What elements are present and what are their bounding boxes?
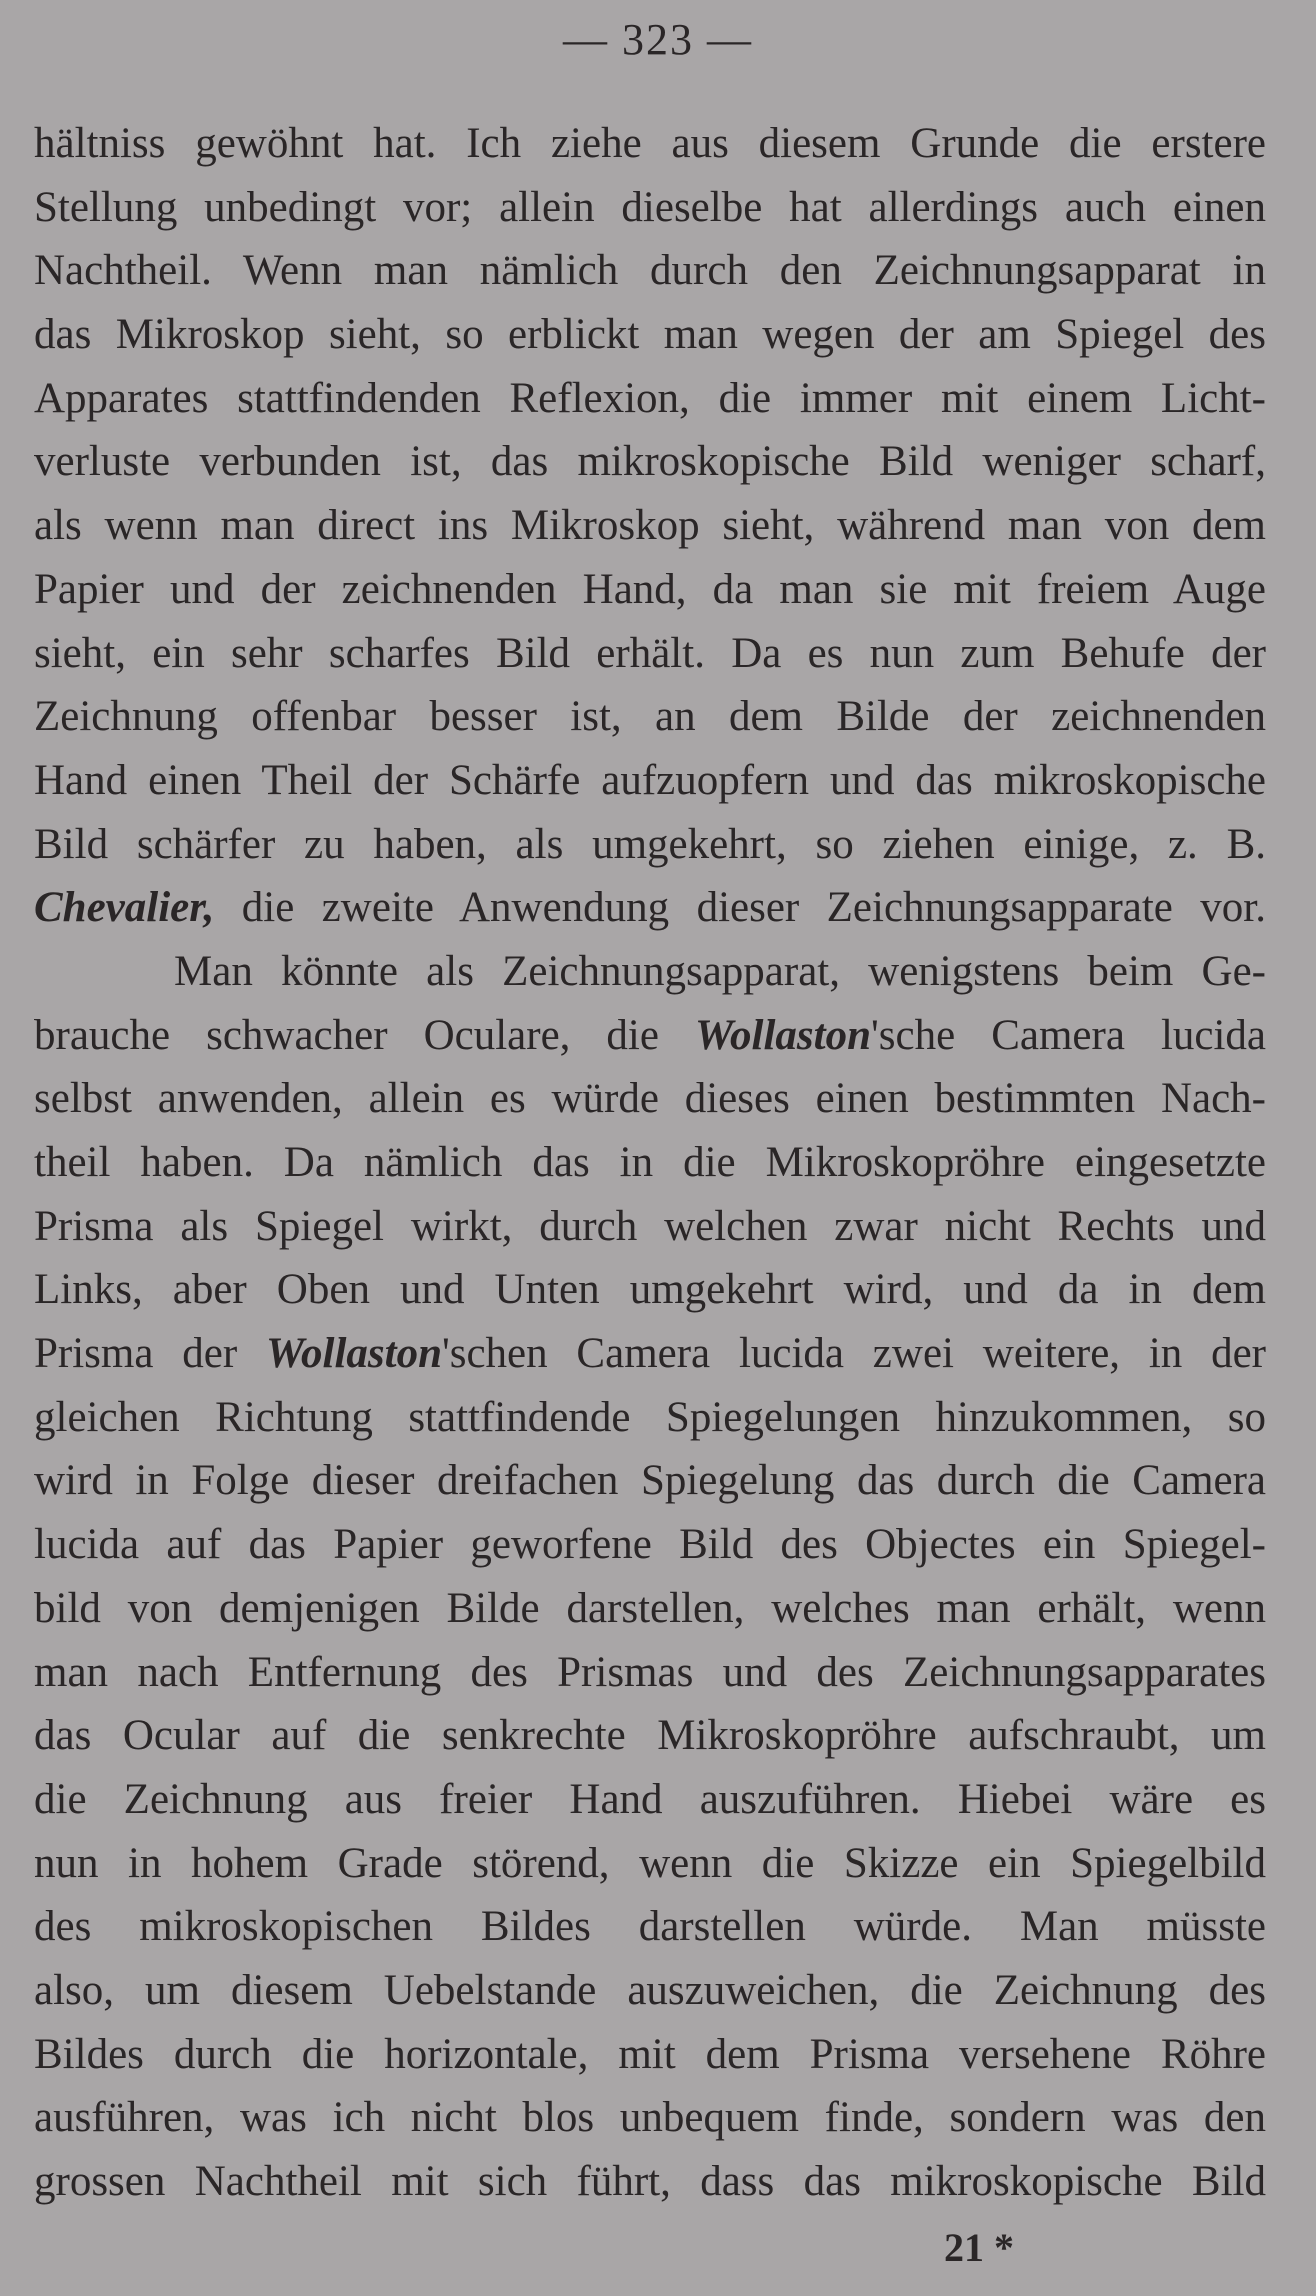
author-name-wollaston: Wollaston <box>695 1011 872 1059</box>
text-line: das Mikroskop sieht, so erblickt man wegen der am Spiegel des <box>34 311 1266 359</box>
text-line: hältniss gewöhnt hat. Ich ziehe aus diesem Grunde die erstere <box>34 120 1266 167</box>
text-line: Hand einen Theil der Schärfe aufzuopfern und das mikroskopische <box>34 756 1266 804</box>
text-line: lucida auf das Papier geworfene Bild des Objectes ein Spiegel- <box>34 1521 1266 1569</box>
text-line: Links, aber Oben und Unten umgekehrt wird, und da in dem <box>34 1266 1266 1314</box>
text-line: also, um diesem Uebelstande auszuweichen, die Zeichnung des <box>34 1966 1266 2014</box>
text-line: Prisma der Wollaston'schen Camera lucida zwei weitere, in der <box>34 1330 1266 1378</box>
text-line: ausführen, was ich nicht blos unbequem finde, sondern was den <box>34 2094 1266 2142</box>
text-line: Zeichnung offenbar besser ist, an dem Bilde der zeichnenden <box>34 693 1266 741</box>
text-line: grossen Nachtheil mit sich führt, dass das mikroskopische Bild <box>34 2158 1266 2205</box>
text-line: Bild schärfer zu haben, als umgekehrt, so ziehen einige, z. B. <box>34 820 1266 868</box>
text-line: des mikroskopischen Bildes darstellen würde. Man müsste <box>34 1903 1266 1951</box>
text-line: Papier und der zeichnenden Hand, da man sie mit freiem Auge <box>34 565 1266 613</box>
text-line: sieht, ein sehr scharfes Bild erhält. Da es nun zum Behufe der <box>34 629 1266 677</box>
text-line: gleichen Richtung stattfindende Spiegelungen hinzukommen, so <box>34 1393 1266 1441</box>
paragraph-start-line: Man könnte als Zeichnungsapparat, wenigstens beim Ge- <box>174 947 1266 995</box>
text-line: brauche schwacher Oculare, die Wollaston'sche Camera lucida <box>34 1011 1267 1059</box>
text-line: selbst anwenden, allein es würde dieses einen bestimmten Nach- <box>34 1075 1266 1123</box>
text-line: bild von demjenigen Bilde darstellen, welches man erhält, wenn <box>34 1584 1266 1632</box>
text-line: Bildes durch die horizontale, mit dem Prisma versehene Röhre <box>34 2030 1266 2078</box>
text-line: nun in hohem Grade störend, wenn die Skizze ein Spiegelbild <box>34 1839 1266 1887</box>
text-line: das Ocular auf die senkrechte Mikroskopröhre aufschraubt, um <box>34 1712 1266 1760</box>
body-text <box>34 112 1266 2214</box>
author-name-chevalier: Chevalier, <box>34 884 215 932</box>
text-line: Chevalier, die zweite Anwendung dieser Zeichnungsapparate vor. <box>34 884 1266 932</box>
author-name-wollaston: Wollaston <box>265 1330 442 1378</box>
text-line: die Zeichnung aus freier Hand auszuführen. Hiebei wäre es <box>34 1775 1266 1823</box>
text-line: Apparates stattfindenden Reflexion, die immer mit einem Licht- <box>34 374 1266 422</box>
page-number: — 323 — <box>563 15 753 64</box>
text-line: Stellung unbedingt vor; allein dieselbe hat allerdings auch einen <box>34 183 1266 231</box>
text-line: als wenn man direct ins Mikroskop sieht, während man von dem <box>34 502 1266 550</box>
text-line: Prisma als Spiegel wirkt, durch welchen zwar nicht Rechts und <box>34 1202 1266 1250</box>
text-line: man nach Entfernung des Prismas und des Zeichnungsapparates <box>34 1648 1266 1696</box>
text-line: theil haben. Da nämlich das in die Mikroskopröhre eingesetzte <box>34 1139 1266 1186</box>
text-line: wird in Folge dieser dreifachen Spiegelung das durch die Camera <box>34 1457 1266 1505</box>
text-line: verluste verbunden ist, das mikroskopische Bild weniger scharf, <box>34 438 1266 486</box>
signature-mark: 21 * <box>944 2225 1014 2270</box>
text-line: Nachtheil. Wenn man nämlich durch den Zeichnungsapparat in <box>34 247 1266 295</box>
